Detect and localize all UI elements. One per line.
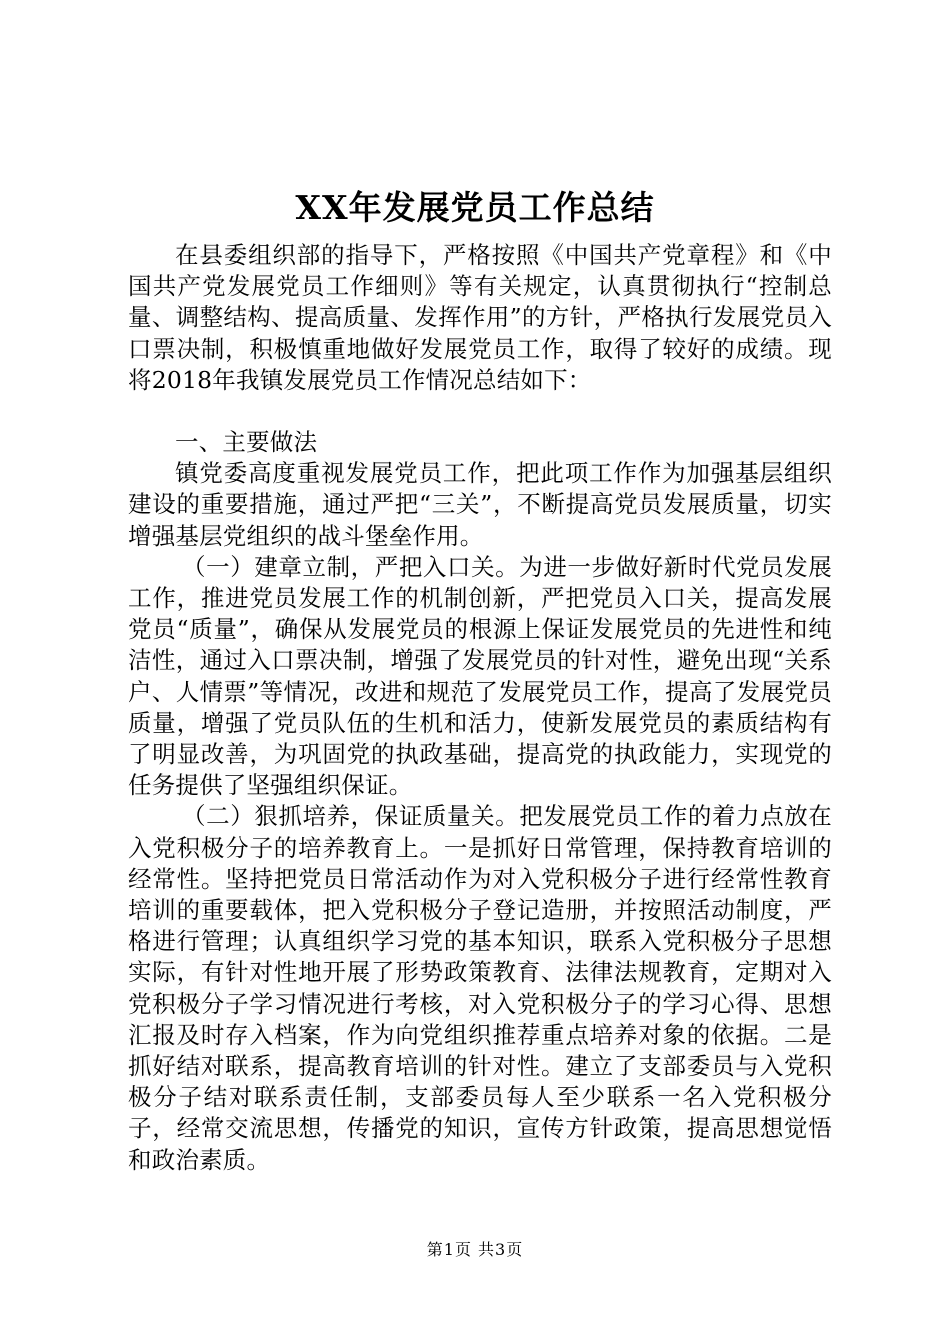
paragraph-overview: 镇党委高度重视发展党员工作，把此项工作作为加强基层组织建设的重要措施，通过严把“三关”，不断提高党员发展质量，切实增强基层党组织的战斗堡垒作用。 <box>128 459 832 550</box>
document-body <box>128 240 832 1176</box>
page-footer: 第1页 共3页 <box>426 1240 524 1259</box>
document-title: XX年发展党员工作总结 <box>295 188 655 227</box>
paragraph-subsection-1: （一）建章立制，严把入口关。为进一步做好新时代党员发展工作，推进党员发展工作的机制创新，严把党员入口关，提高发展党员“质量”，确保从发展党员的根源上保证发展党员的先进性和纯洁性，通过入口票决制，增强了发展党员的针对性，避免出现“关系户、人情票”等情况，改进和规范了发展党员工作，提高了发展党员质量，增强了党员队伍的生机和活力，使新发展党员的素质结构有了明显改善，为巩固党的执政基础，提高党的执政能力，实现党的任务提供了坚强组织保证。 <box>128 552 832 800</box>
section-heading: 一、主要做法 <box>175 428 318 457</box>
paragraph-subsection-2: （二）狠抓培养，保证质量关。把发展党员工作的着力点放在入党积极分子的培养教育上。一是抓好日常管理，保持教育培训的经常性。坚持把党员日常活动作为对入党积极分子进行经常性教育培训的重要载体，把入党积极分子登记造册，并按照活动制度，严格进行管理；认真组织学习党的基本知识，联系入党积极分子思想实际，有针对性地开展了形势政策教育、法律法规教育，定期对入党积极分子学习情况进行考核，对入党积极分子的学习心得、思想汇报及时存入档案，作为向党组织推荐重点培养对象的依据。二是抓好结对联系，提高教育培训的针对性。建立了支部委员与入党积极分子结对联系责任制，支部委员每人至少联系一名入党积极分子，经常交流思想，传播党的知识，宣传方针政策，提高思想觉悟和政治素质。 <box>128 802 832 1174</box>
paragraph-intro: 在县委组织部的指导下，严格按照《中国共产党章程》和《中国共产党发展党员工作细则》等有关规定，认真贯彻执行“控制总量、调整结构、提高质量、发挥作用”的方针，严格执行发展党员入口票决制，积极慎重地做好发展党员工作，取得了较好的成绩。现将2018年我镇发展党员工作情况总结如下： <box>128 241 832 394</box>
